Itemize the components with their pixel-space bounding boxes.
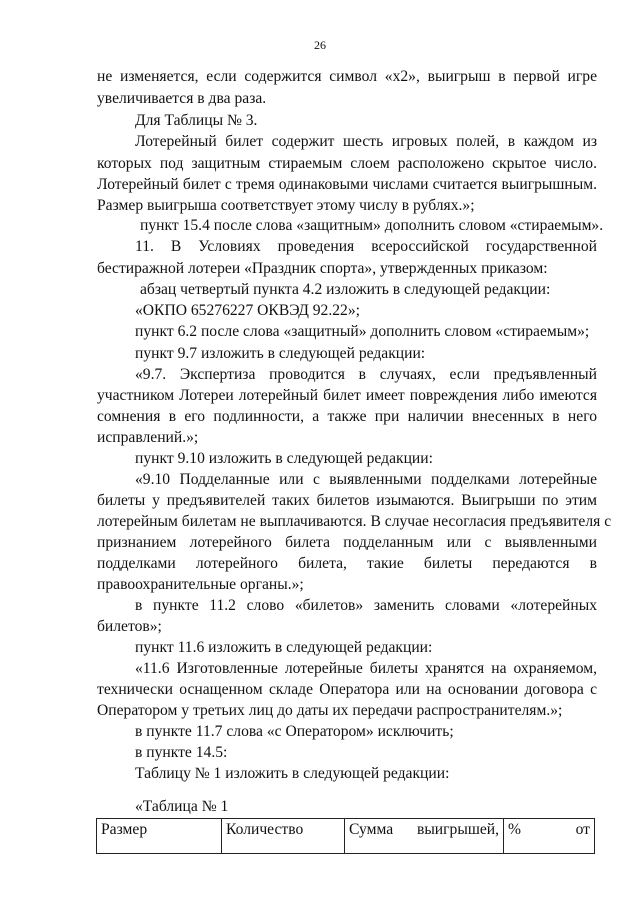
table-header-cell: Размер [97,819,222,854]
text-line: признанием лотерейного билета подделанным или с выявленными [97,534,597,551]
table-header-text: Сумма [349,821,394,838]
prize-table [96,818,595,854]
text-line: пункт 9.10 изложить в следующей редакции: [135,450,433,467]
table-header-cell [345,819,504,854]
text-line: в пункте 11.7 слова «с Оператором» исключить; [135,723,454,740]
text-line: Таблицу № 1 изложить в следующей редакции: [135,765,450,782]
table-caption: «Таблица № 1 [135,798,229,815]
text-line: подделками лотерейного билета, такие билеты передаются в [97,555,597,572]
text-line: бестиражной лотереи «Праздник спорта», утвержденных приказом: [97,260,548,277]
text-line: пункт 11.6 изложить в следующей редакции: [135,639,433,656]
text-line: Для Таблицы № 3. [135,112,258,129]
text-line: технически оснащенном складе Оператора или на основании договора с [97,681,597,698]
text-line: пункт 9.7 изложить в следующей редакции: [135,345,426,362]
text-line: увеличивается в два раза. [97,90,267,107]
table-header-text: от [575,821,590,838]
table-header-cell: Количество [222,819,345,854]
text-line: пункт 6.2 после слова «защитный» дополнить словом «стираемым»; [135,323,590,340]
table-header-cell [504,819,595,854]
text-line: Оператором у третьих лиц до даты их передачи распространителям.»; [97,702,563,719]
text-line: «9.7. Экспертиза проводится в случаях, если предъявленный [135,366,597,383]
text-line: участником Лотереи лотерейный билет имеет повреждения либо имеются [97,387,597,404]
text-line: пункт 15.4 после слова «защитным» дополнить словом «стираемым». [140,217,604,234]
page-number: 26 [314,38,326,52]
text-line: сомнения в его подлинности, а также при наличии внесенных в него [97,408,597,425]
text-line: билеты у предъявителей таких билетов изымаются. Выигрыши по этим [97,492,597,509]
text-line: правоохранительные органы.»; [97,576,304,593]
text-line: 11. В Условиях проведения всероссийской государственной [135,238,597,255]
text-line: которых под защитным стираемым слоем расположено скрытое число. [97,155,597,172]
text-line: Размер выигрыша соответствует этому числу в рублях.»; [97,197,475,214]
text-line: билетов»; [97,618,162,635]
text-line: «9.10 Подделанные или с выявленными подделками лотерейные [135,471,597,488]
text-line: «11.6 Изготовленные лотерейные билеты хранятся на охраняемом, [135,660,597,677]
text-line: исправлений.»; [97,429,199,446]
text-line: абзац четвертый пункта 4.2 изложить в следующей редакции: [140,281,551,298]
text-line: Лотерейный билет содержит шесть игровых полей, в каждом из [135,133,597,150]
text-line: «ОКПО 65276227 ОКВЭД 92.22»; [135,302,360,319]
text-line: в пункте 11.2 слово «билетов» заменить словами «лотерейных [135,597,597,614]
text-line: не изменяется, если содержится символ «x2», выигрыш в первой игре [97,68,597,85]
table-header-text: выигрышей, [416,821,499,838]
text-line: в пункте 14.5: [135,744,228,761]
table-header-row [97,819,595,854]
text-line: лотерейным билетам не выплачиваются. В случае несогласия предъявителя с [97,513,612,530]
text-line: Лотерейный билет с тремя одинаковыми числами считается выигрышным. [97,176,597,193]
table-header-text: % [508,821,521,838]
